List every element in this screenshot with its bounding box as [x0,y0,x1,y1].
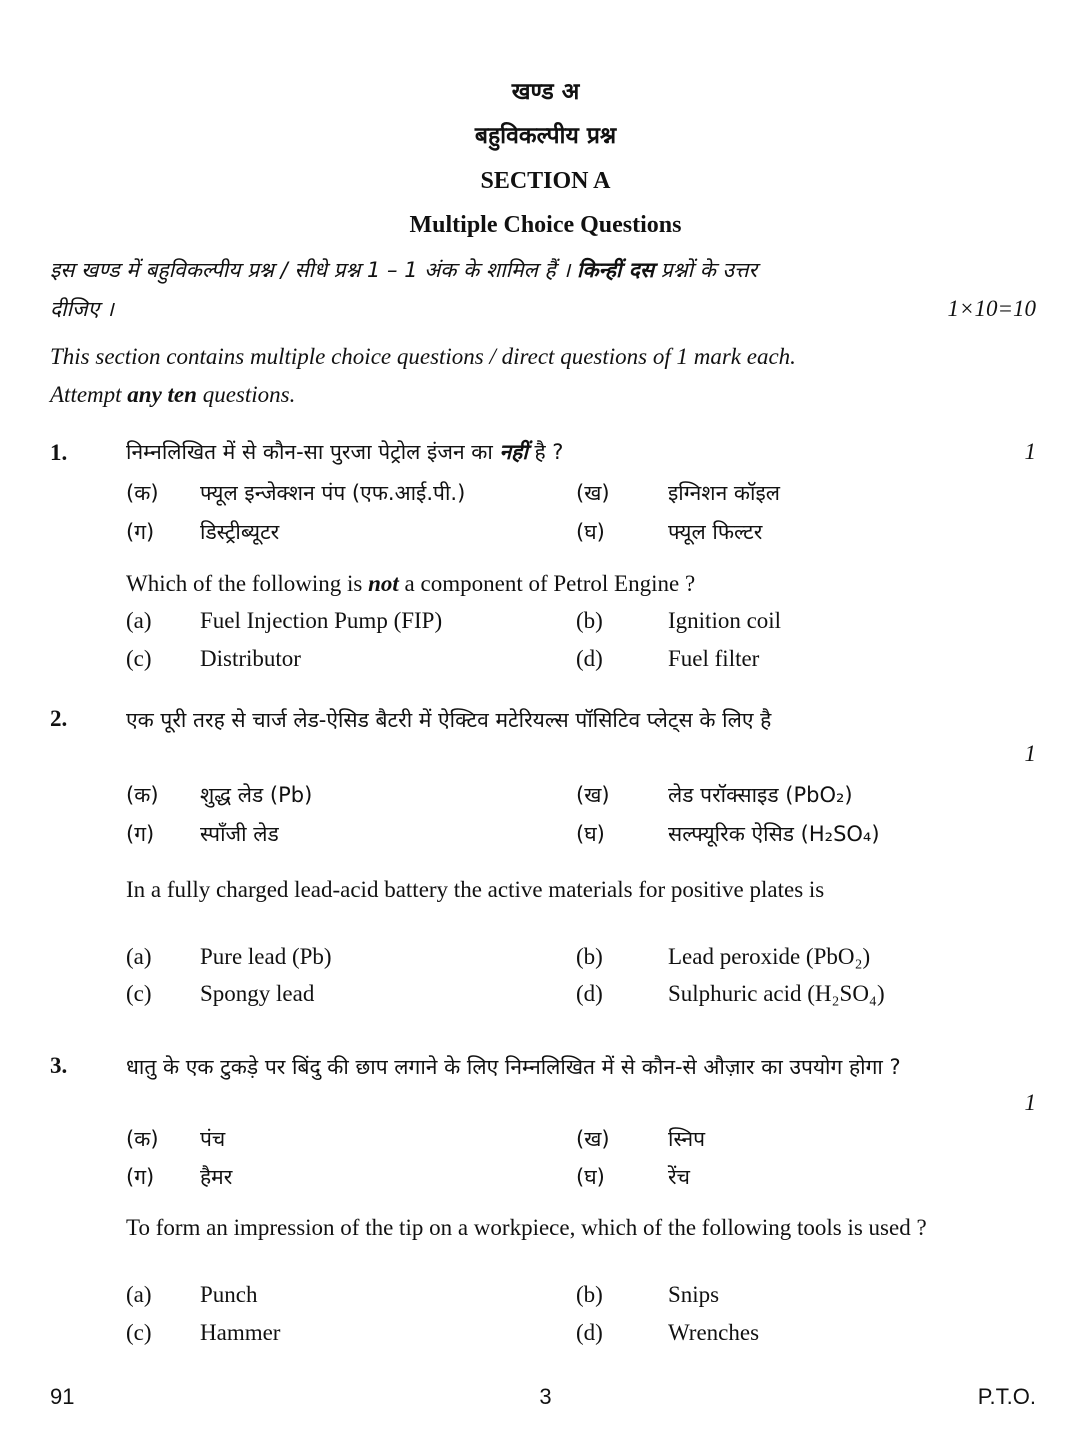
instruction-english-line2 [50,382,295,408]
q3-en-option-c-label: (c) [126,1320,152,1345]
q1-en-option-d-label: (d) [576,646,603,671]
q1-hi-stem-em: नहीं [499,440,528,464]
q1-en-option-b-text: Ignition coil [668,608,782,633]
q3-hi-option-b-label: (ख) [576,1127,610,1151]
q2-en-option-c-label: (c) [126,981,152,1006]
question-1-number: 1. [50,440,68,465]
q3-hi-option-d-label: (घ) [576,1165,605,1189]
q1-hi-option-b-label: (ख) [576,481,610,505]
q1-en-option-c-text: Distributor [200,646,301,671]
instruction-english-a: Attempt [50,382,128,407]
q2-en-option-a-label: (a) [126,944,152,969]
q2-hi-option-d-text: सल्फ्यूरिक ऐसिड (H₂SO₄) [668,822,880,846]
instruction-hindi-part1: इस खण्ड में बहुविकल्पीय प्रश्न / सीधे प्रश्न 1 – 1 अंक के शामिल हैं । [50,258,578,282]
instruction-hindi-line1 [50,256,757,284]
question-2-number: 2. [50,706,68,731]
q3-hi-option-d-text: रेंच [668,1165,690,1189]
q1-en-option-b-label: (b) [576,608,603,633]
q1-en-stem-b: a component of Petrol Engine ? [398,571,696,596]
q3-hi-option-a-text: पंच [200,1127,226,1151]
q2-en-option-b-text: Lead peroxide (PbO₂) [668,944,871,969]
subtitle-hindi: बहुविकल्पीय प्रश्न [474,123,617,149]
q1-en-option-a-text: Fuel Injection Pump (FIP) [200,608,443,633]
q3-en-option-a-label: (a) [126,1282,152,1307]
q2-en-option-b-label: (b) [576,944,603,969]
q2-en-option-a-text: Pure lead (Pb) [200,944,332,969]
question-3-number: 3. [50,1053,68,1078]
q1-en-option-c-label: (c) [126,646,152,671]
q3-en-option-b-label: (b) [576,1282,603,1307]
question-3-stem-english: To form an impression of the tip on a workpiece, which of the following tools is used ? [126,1215,927,1240]
q2-hi-option-b-text: लेड परॉक्साइड (PbO₂) [668,783,853,807]
q2-hi-option-c-label: (ग) [126,822,155,846]
q2-hi-option-d-label: (घ) [576,822,605,846]
q1-en-stem-em: not [368,571,399,596]
q1-en-option-a-label: (a) [126,608,152,633]
question-1-stem-english [126,571,695,597]
q1-hi-option-b-text: इग्निशन कॉइल [668,481,781,505]
q1-en-stem-a: Which of the following is [126,571,369,596]
q3-en-option-b-text: Snips [668,1282,720,1307]
instruction-hindi-line2: दीजिए । [50,297,114,321]
section-title-hindi: खण्ड अ [511,79,580,105]
page-number: 3 [539,1384,552,1409]
instruction-english-bold: any ten [127,382,197,407]
q1-hi-option-c-label: (ग) [126,520,155,544]
question-2-stem-hindi: एक पूरी तरह से चार्ज लेड-ऐसिड बैटरी में ऐक्टिव मटेरियल्स पॉसिटिव प्लेट्स के लिए है [126,708,772,732]
q2-hi-option-a-text: शुद्ध लेड (Pb) [200,783,313,807]
instruction-english-line1: This section contains multiple choice questions / direct questions of 1 mark each. [50,344,796,369]
q3-hi-option-c-text: हैमर [200,1165,233,1189]
section-title-english: SECTION A [480,168,611,194]
q3-hi-option-b-text: स्निप [668,1127,706,1151]
question-2-stem-english: In a fully charged lead-acid battery the active materials for positive plates is [126,877,825,902]
q2-en-option-d-text: Sulphuric acid (H₂SO₄) [668,981,885,1006]
question-3-stem-hindi: धातु के एक टुकड़े पर बिंदु की छाप लगाने के लिए निम्नलिखित में से कौन-से औज़ार का उपयोग होगा ? [126,1055,901,1079]
q3-hi-option-c-label: (ग) [126,1165,155,1189]
instruction-hindi-bold: किन्हीं दस [577,258,655,282]
q1-hi-option-a-text: फ्यूल इन्जेक्शन पंप (एफ.आई.पी.) [200,481,466,505]
question-1-marks: 1 [1024,439,1036,464]
section-marks: 1×10=10 [947,296,1036,321]
q2-hi-option-c-text: स्पाँजी लेड [200,822,279,846]
q1-hi-option-d-label: (घ) [576,520,605,544]
q1-hi-stem-b: है ? [527,440,564,464]
q2-hi-option-b-label: (ख) [576,783,610,807]
q1-hi-stem-a: निम्नलिखित में से कौन-सा पुरजा पेट्रोल इंजन का [126,440,500,464]
question-2-marks: 1 [1024,741,1036,766]
please-turn-over: P.T.O. [977,1384,1036,1409]
question-1-stem-hindi [126,438,563,466]
paper-code: 91 [50,1384,75,1409]
question-3-marks: 1 [1024,1090,1036,1115]
q2-en-option-c-text: Spongy lead [200,981,315,1006]
subtitle-english: Multiple Choice Questions [409,212,682,238]
q1-hi-option-a-label: (क) [126,481,159,505]
q3-hi-option-a-label: (क) [126,1127,159,1151]
q3-en-option-d-label: (d) [576,1320,603,1345]
q3-en-option-d-text: Wrenches [668,1320,760,1345]
q1-en-option-d-text: Fuel filter [668,646,760,671]
q3-en-option-c-text: Hammer [200,1320,281,1345]
instruction-english-b: questions. [196,382,296,407]
q2-en-option-d-label: (d) [576,981,603,1006]
q1-hi-option-d-text: फ्यूल फिल्टर [668,520,763,544]
q2-hi-option-a-label: (क) [126,783,159,807]
q3-en-option-a-text: Punch [200,1282,258,1307]
instruction-hindi-part2: प्रश्नों के उत्तर [654,258,758,282]
q1-hi-option-c-text: डिस्ट्रीब्यूटर [200,520,280,544]
